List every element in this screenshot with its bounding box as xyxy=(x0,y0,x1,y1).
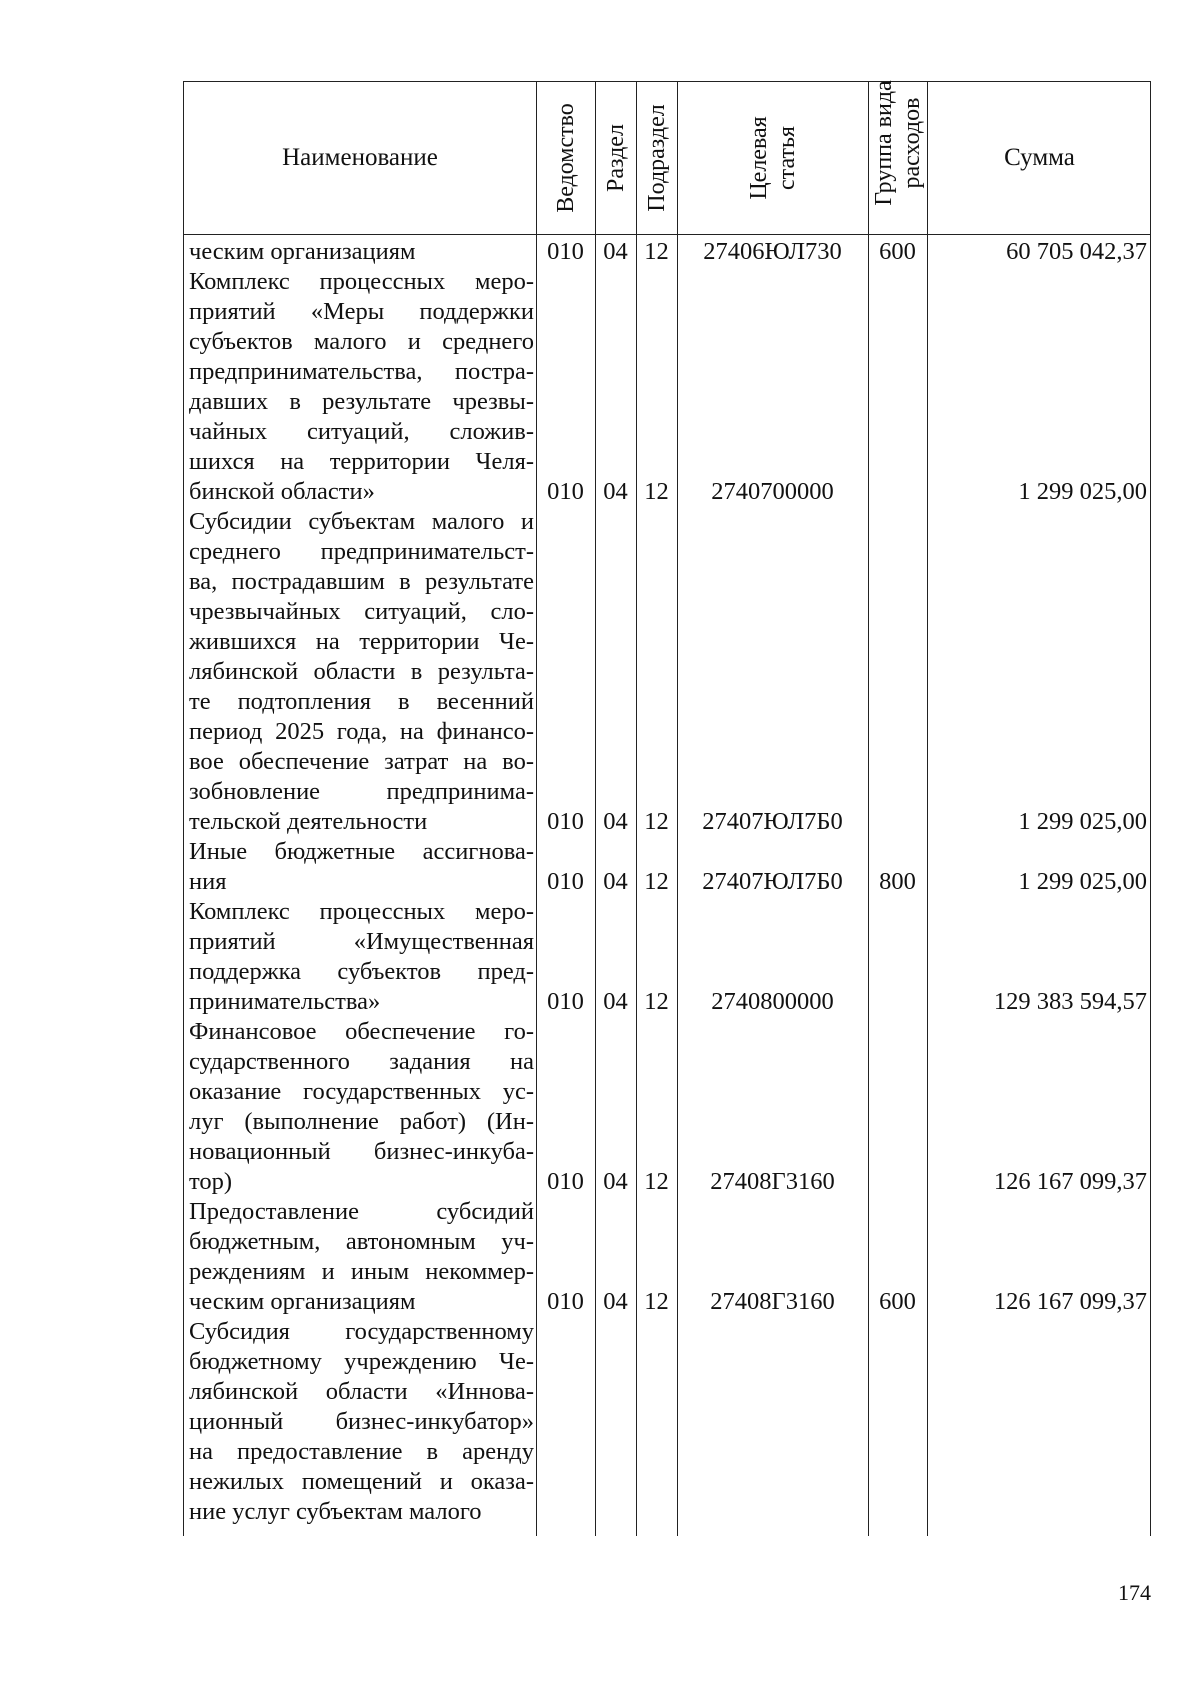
header-amount xyxy=(927,82,1152,234)
department-cell: 010 xyxy=(547,988,584,1015)
target-article-cell: 27406ЮЛ730 xyxy=(703,238,842,265)
amount-cell: 126 167 099,37 xyxy=(993,1168,1147,1195)
name-cell-line: Иные бюджетные ассигнова- xyxy=(189,838,534,865)
name-cell-line: ческим организациям xyxy=(189,238,416,265)
name-cell-line: Комплекс процессных меро- xyxy=(189,898,534,925)
name-cell-line: тельской деятельности xyxy=(189,808,428,835)
header-department xyxy=(536,82,595,234)
name-cell-line: ния xyxy=(189,868,227,895)
name-cell-line: бюджетным, автономным уч- xyxy=(189,1228,534,1255)
department-cell: 010 xyxy=(547,1288,584,1315)
header-subsection xyxy=(636,82,677,234)
name-cell-line: лябинской области «Иннова- xyxy=(189,1378,534,1405)
amount-cell: 126 167 099,37 xyxy=(993,1288,1147,1315)
amount-cell: 1 299 025,00 xyxy=(1018,868,1147,895)
amount-cell: 1 299 025,00 xyxy=(1018,478,1147,505)
name-cell-line: жившихся на территории Че- xyxy=(189,628,534,655)
name-cell-line: ние услуг субъектам малого xyxy=(189,1498,482,1525)
name-cell-line: чрезвычайных ситуаций, сло- xyxy=(189,598,534,625)
target-article-cell: 27408Г3160 xyxy=(710,1168,835,1195)
name-cell-line: нежилых помещений и оказа- xyxy=(189,1468,534,1495)
target-article-cell: 2740800000 xyxy=(711,988,834,1015)
name-cell-line: луг (выполнение работ) (Ин- xyxy=(189,1108,534,1135)
name-cell-line: бинской области» xyxy=(189,478,375,505)
amount-cell: 60 705 042,37 xyxy=(1006,238,1147,265)
subsection-cell: 12 xyxy=(644,988,669,1015)
subsection-cell: 12 xyxy=(644,238,669,265)
subsection-cell: 12 xyxy=(644,1288,669,1315)
name-cell-line: ческим организациям xyxy=(189,1288,416,1315)
section-cell: 04 xyxy=(603,988,628,1015)
subsection-cell: 12 xyxy=(644,868,669,895)
header-department-text: Ведомство xyxy=(552,103,579,213)
name-cell-line: период 2025 года, на финансо- xyxy=(189,718,534,745)
section-cell: 04 xyxy=(603,478,628,505)
header-target-article-text: Целевая статья xyxy=(745,116,800,200)
header-name-text: Наименование xyxy=(282,144,438,171)
header-divider xyxy=(184,234,1150,235)
name-cell-line: субъектов малого и среднего xyxy=(189,328,534,355)
name-cell-line: Субсидия государственному xyxy=(189,1318,534,1345)
header-name xyxy=(184,82,536,234)
amount-cell: 129 383 594,57 xyxy=(993,988,1147,1015)
target-article-cell: 2740700000 xyxy=(711,478,834,505)
name-cell-line: приятий «Меры поддержки xyxy=(189,298,534,325)
header-section-text: Раздел xyxy=(602,124,629,192)
name-cell-line: Комплекс процессных меро- xyxy=(189,268,534,295)
name-cell-line: предпринимательства, постра- xyxy=(189,358,534,385)
amount-cell: 1 299 025,00 xyxy=(1018,808,1147,835)
department-cell: 010 xyxy=(547,238,584,265)
name-cell-line: новационный бизнес-инкуба- xyxy=(189,1138,534,1165)
subsection-cell: 12 xyxy=(644,1168,669,1195)
header-expense-group xyxy=(868,82,927,234)
name-cell-line: Предоставление субсидий xyxy=(189,1198,534,1225)
department-cell: 010 xyxy=(547,868,584,895)
name-cell-line: приятий «Имущественная xyxy=(189,928,534,955)
target-article-cell: 27408Г3160 xyxy=(710,1288,835,1315)
name-cell-line: ва, пострадавшим в результате xyxy=(189,568,534,595)
expense-group-cell: 800 xyxy=(879,868,916,895)
target-article-cell: 27407ЮЛ7Б0 xyxy=(702,808,843,835)
name-cell-line: среднего предпринимательст- xyxy=(189,538,534,565)
expense-group-cell: 600 xyxy=(879,1288,916,1315)
name-cell-line: ционный бизнес-инкубатор» xyxy=(189,1408,534,1435)
name-cell-line: вое обеспечение затрат на во- xyxy=(189,748,534,775)
name-cell-line: лябинской области в результа- xyxy=(189,658,534,685)
col-divider xyxy=(868,82,869,1536)
name-cell-line: Субсидии субъектам малого и xyxy=(189,508,534,535)
section-cell: 04 xyxy=(603,1288,628,1315)
name-cell-line: на предоставление в аренду xyxy=(189,1438,534,1465)
header-subsection-text: Подраздел xyxy=(643,104,670,212)
target-article-cell: 27407ЮЛ7Б0 xyxy=(702,868,843,895)
name-cell-line: поддержка субъектов пред- xyxy=(189,958,534,985)
name-cell-line: оказание государственных ус- xyxy=(189,1078,534,1105)
name-cell-line: чайных ситуаций, сложив- xyxy=(189,418,534,445)
name-cell-line: бюджетному учреждению Че- xyxy=(189,1348,534,1375)
name-cell-line: Финансовое обеспечение го- xyxy=(189,1018,534,1045)
name-cell-line: реждениям и иным некоммер- xyxy=(189,1258,534,1285)
department-cell: 010 xyxy=(547,1168,584,1195)
name-cell-line: шихся на территории Челя- xyxy=(189,448,534,475)
section-cell: 04 xyxy=(603,238,628,265)
department-cell: 010 xyxy=(547,478,584,505)
section-cell: 04 xyxy=(603,868,628,895)
name-cell-line: принимательства» xyxy=(189,988,381,1015)
subsection-cell: 12 xyxy=(644,478,669,505)
header-expense-group-text: Группа вида расходов xyxy=(870,80,925,206)
department-cell: 010 xyxy=(547,808,584,835)
subsection-cell: 12 xyxy=(644,808,669,835)
section-cell: 04 xyxy=(603,808,628,835)
name-cell-line: тор) xyxy=(189,1168,233,1195)
budget-table xyxy=(183,81,1151,1536)
name-cell-line: зобновление предпринима- xyxy=(189,778,534,805)
name-cell-line: сударственного задания на xyxy=(189,1048,534,1075)
header-target-article xyxy=(677,82,868,234)
header-section xyxy=(595,82,636,234)
name-cell-line: давших в результате чрезвы- xyxy=(189,388,534,415)
expense-group-cell: 600 xyxy=(879,238,916,265)
page-number: 174 xyxy=(1118,1580,1151,1605)
name-cell-line: те подтопления в весенний xyxy=(189,688,534,715)
section-cell: 04 xyxy=(603,1168,628,1195)
header-amount-text: Сумма xyxy=(1004,144,1075,171)
